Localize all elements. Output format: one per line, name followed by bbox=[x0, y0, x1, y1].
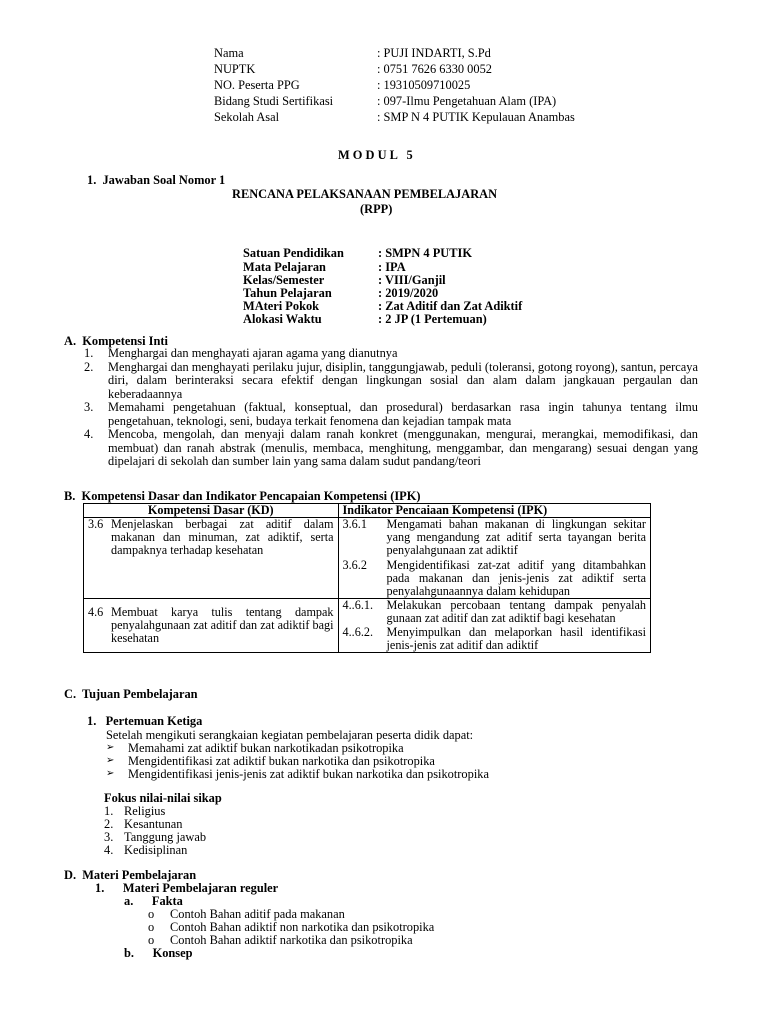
info-value: : 2 JP (1 Pertemuan) bbox=[378, 312, 487, 326]
identity-label-nuptk: NUPTK bbox=[214, 62, 256, 76]
list-item: Contoh Bahan adiktif narkotika dan psikotropika bbox=[170, 933, 413, 947]
table-row bbox=[84, 518, 651, 599]
info-label: Mata Pelajaran bbox=[243, 260, 326, 274]
table-header-kd: Kompetensi Dasar (KD) bbox=[84, 504, 339, 518]
table-header-row bbox=[84, 504, 651, 518]
info-label: Tahun Pelajaran bbox=[243, 286, 332, 300]
list-number: 2. bbox=[104, 817, 114, 831]
info-value: : SMPN 4 PUTIK bbox=[378, 246, 472, 260]
circle-bullet-icon: o bbox=[148, 920, 155, 934]
identity-value-nuptk: : 0751 7626 6330 0052 bbox=[377, 62, 492, 76]
table-row bbox=[84, 599, 651, 653]
info-label: Kelas/Semester bbox=[243, 273, 325, 287]
kd-cell: 3.6 Menjelaskan berbagai zat aditif dalam makanan dan minuman, zat adiktif, serta dampaknya terhadap kesehatan bbox=[84, 518, 339, 599]
arrow-bullet-icon: ➢ bbox=[106, 742, 115, 753]
list-item: Contoh Bahan adiktif non narkotika dan psikotropika bbox=[170, 920, 435, 934]
ipk-cell: 4..6.1. Melakukan percobaan tentang dampak penyalah gunaan zat aditif dan zat adiktif bagi kesehatan 4..6.2. Menyimpulkan dan melaporkan hasil identifikasi jenis-jenis zat aditif dan adiktif bbox=[338, 599, 650, 653]
list-item: Kedisiplinan bbox=[124, 843, 188, 857]
fokus-title: Fokus nilai-nilai sikap bbox=[104, 791, 222, 805]
circle-bullet-icon: o bbox=[148, 907, 155, 921]
kd-ipk-table bbox=[83, 503, 651, 653]
circle-bullet-icon: o bbox=[148, 933, 155, 947]
info-value: : 2019/2020 bbox=[378, 286, 439, 300]
kompetensi-inti-list bbox=[84, 347, 698, 469]
identity-label-bidang: Bidang Studi Sertifikasi bbox=[214, 94, 334, 108]
arrow-bullet-icon: ➢ bbox=[106, 755, 115, 766]
jawaban-heading: 1. Jawaban Soal Nomor 1 bbox=[87, 173, 226, 187]
identity-label-ppg: NO. Peserta PPG bbox=[214, 78, 300, 92]
info-label: Satuan Pendidikan bbox=[243, 246, 344, 260]
identity-value-ppg: : 19310509710025 bbox=[377, 78, 471, 92]
list-item: 2. Menghargai dan menghayati perilaku jujur, disiplin, tanggungjawab, peduli (toleransi, gotong royong), santun, percaya diri, dalam berinteraksi secara efektif dengan lingkungan sosial dan alam dalam jangkauan pergaulan dan keberadaannya bbox=[84, 359, 698, 401]
rpp-title: RENCANA PELAKSANAAN PEMBELAJARAN bbox=[232, 187, 498, 201]
list-number: 3. bbox=[104, 830, 114, 844]
list-item: Memahami zat adiktif bukan narkotikadan psikotropika bbox=[128, 741, 404, 755]
identity-value-bidang: : 097-Ilmu Pengetahuan Alam (IPA) bbox=[377, 94, 557, 108]
identity-value-name: : PUJI INDARTI, S.Pd bbox=[377, 46, 491, 60]
info-value: : Zat Aditif dan Zat Adiktif bbox=[378, 299, 523, 313]
list-item: Mengidentifikasi zat adiktif bukan narkotika dan psikotropika bbox=[128, 754, 435, 768]
list-number: 4. bbox=[104, 843, 114, 857]
konsep-heading: b. Konsep bbox=[124, 946, 193, 960]
list-item: 4. Mencoba, mengolah, dan menyaji dalam ranah konkret (menggunakan, mengurai, merangkai, memodifikasi, dan membuat) dan ranah abstrak (menulis, membaca, menghitung, menggambar, dan mengarang) sesuai dengan yang dipelajari di sekolah dan sumber lain yang sama dalam sudut pandang/teori bbox=[84, 427, 698, 468]
list-item: Contoh Bahan aditif pada makanan bbox=[170, 907, 345, 921]
section-d-heading: D. Materi Pembelajaran bbox=[64, 868, 197, 882]
identity-label-name: Nama bbox=[214, 46, 244, 60]
tujuan-intro: Setelah mengikuti serangkaian kegiatan pembelajaran peserta didik dapat: bbox=[106, 728, 474, 742]
list-number: 1. bbox=[104, 804, 114, 818]
identity-label-sekolah: Sekolah Asal bbox=[214, 110, 280, 124]
info-label: MAteri Pokok bbox=[243, 299, 320, 313]
fakta-heading: a. Fakta bbox=[124, 894, 183, 908]
ipk-cell: 3.6.1 Mengamati bahan makanan di lingkungan sekitar yang mengandung zat aditif serta tayangan berita penyalahgunaan zat adiktif 3.6.2 Mengidentifikasi zat-zat aditif yang ditambahkan pada makanan dan jenis-jenis zat adiktif serta penyalahgunaannya dalam kehidupan bbox=[338, 518, 650, 599]
list-item: Mengidentifikasi jenis-jenis zat adiktif bukan narkotika dan psikotropika bbox=[128, 767, 489, 781]
section-c-heading: C. Tujuan Pembelajaran bbox=[64, 687, 198, 701]
info-value: : IPA bbox=[378, 260, 406, 274]
list-item: 1. Menghargai dan menghayati ajaran agama yang dianutnya bbox=[84, 346, 398, 360]
list-item: Religius bbox=[124, 804, 166, 818]
info-label: Alokasi Waktu bbox=[243, 312, 322, 326]
pertemuan-heading: 1. Pertemuan Ketiga bbox=[87, 714, 203, 728]
table-header-ipk: Indikator Pencaiaan Kompetensi (IPK) bbox=[338, 504, 650, 518]
info-value: : VIII/Ganjil bbox=[378, 273, 446, 287]
identity-value-sekolah: : SMP N 4 PUTIK Kepulauan Anambas bbox=[377, 110, 575, 124]
section-b-heading: B. Kompetensi Dasar dan Indikator Pencapaian Kompetensi (IPK) bbox=[64, 489, 421, 503]
list-item: Kesantunan bbox=[124, 817, 183, 831]
list-item: 3. Memahami pengetahuan (faktual, konseptual, dan prosedural) berdasarkan rasa ingin tahunya tentang ilmu pengetahuan, teknologi, seni, budaya terkait fenomena dan kejadian tampak mata bbox=[84, 400, 698, 428]
modul-title: M O D U L 5 bbox=[338, 148, 413, 162]
materi-reguler-heading: 1. Materi Pembelajaran reguler bbox=[95, 881, 279, 895]
rpp-subtitle: (RPP) bbox=[360, 202, 393, 216]
list-item: Tanggung jawab bbox=[124, 830, 207, 844]
kd-cell: 4.6 Membuat karya tulis tentang dampak penyalahgunaan zat aditif dan zat adiktif bagi kesehatan bbox=[84, 599, 339, 653]
section-a-heading: A. Kompetensi Inti bbox=[64, 334, 168, 348]
arrow-bullet-icon: ➢ bbox=[106, 768, 115, 779]
